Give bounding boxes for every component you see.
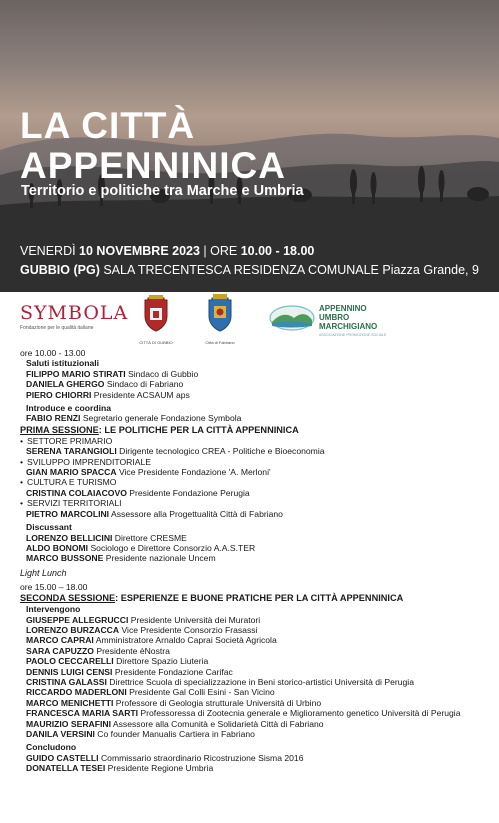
time-value: 10.00 - 18.00 [240, 244, 315, 258]
symbola-tagline: Fondazione per le qualità italiane [20, 325, 94, 331]
speaker-role: Presidente Fondazione Perugia [126, 487, 250, 498]
speaker-name: DENNIS LUIGI CENSI [26, 666, 113, 677]
date-prefix: VENERDÌ [20, 244, 80, 258]
appennino-line-2: UMBRO [319, 313, 350, 322]
speaker-name: MAURIZIO SERAFINI [26, 718, 111, 729]
speaker-name: PIETRO MARCOLINI [26, 508, 110, 519]
sector-label: • CULTURA E TURISMO [20, 477, 490, 487]
speaker-role: Sociologo e Direttore Consorzio A.A.S.TER [88, 542, 256, 553]
gubbio-shield-icon [139, 294, 173, 334]
speaker-role: Presidente nazionale Uncem [103, 553, 216, 564]
speaker-name: CRISTINA GALASSI [26, 676, 107, 687]
speaker-role: Vice Presidente Consorzio Frasassi [119, 624, 258, 635]
sector-speaker [20, 488, 490, 498]
sector-label: • SETTORE PRIMARIO [20, 436, 490, 446]
greeting-item [20, 379, 490, 389]
title-line-1: LA CITTÀ [20, 105, 196, 146]
speaker-item [20, 667, 490, 677]
speaker-name: GUIDO CASTELLI [26, 752, 99, 763]
speaker-name: LORENZO BELLICINI [26, 532, 113, 543]
speaker-name: CRISTINA COLAIACOVO [26, 487, 127, 498]
speaker-item [20, 729, 490, 739]
speaker-name: DANIELA GHERGO [26, 379, 105, 390]
sector-speaker [20, 446, 490, 456]
speaker-role: Sindaco di Gubbio [125, 368, 199, 379]
speaker-role: Presidente Fondazione Carifac [112, 666, 233, 677]
speaker-item [20, 656, 490, 666]
afternoon-time: ore 15.00 – 18.00 [20, 581, 88, 592]
event-date [20, 244, 314, 258]
greeting-item [20, 390, 490, 400]
venue-address: SALA TRECENTESCA RESIDENZA COMUNALE Piazza Grande, 9 [103, 263, 479, 277]
closing-heading: Concludono [26, 742, 77, 753]
speaker-role: Co founder Manualis Cartiera in Fabriano [94, 729, 255, 739]
speaker-name: SERENA TARANGIOLI [26, 446, 117, 457]
speaker-name: FABIO RENZI [26, 413, 81, 424]
gubbio-caption: CITTÀ DI GUBBIO [139, 340, 173, 345]
appennino-logo [269, 304, 387, 337]
discussant-item [20, 553, 490, 563]
symbola-logo [20, 302, 128, 331]
appennino-line-1: APPENNINO [319, 304, 367, 313]
speaker-role: Professore di Geologia strutturale Università di Urbino [113, 697, 322, 708]
event-program [20, 348, 490, 774]
closing-item [20, 753, 490, 763]
lunch-break: Light Lunch [20, 567, 67, 578]
speaker-name: DONATELLA TESEI [26, 763, 106, 774]
speaker-name: FILIPPO MARIO STIRATI [26, 368, 126, 379]
event-venue [20, 263, 479, 277]
speaker-role: Vice Presidente Fondazione 'A. Merloni' [116, 467, 271, 478]
discussant-item [20, 543, 490, 553]
sector-speaker [20, 467, 490, 477]
speakers-heading: Intervengono [26, 604, 81, 615]
speaker-role: Sindaco di Fabriano [104, 379, 184, 390]
greeting-item [20, 369, 490, 379]
fabriano-crest [203, 294, 237, 345]
morning-time: ore 10.00 - 13.00 [20, 348, 86, 358]
speaker-role: Presidente ACSAUM aps [91, 389, 190, 400]
closing-item [20, 763, 490, 773]
hero-banner [0, 0, 499, 292]
date-value: 10 NOVEMBRE 2023 [79, 244, 200, 258]
speaker-item [20, 635, 490, 645]
speaker-name: MARCO BUSSONE [26, 553, 104, 564]
speaker-name: GIAN MARIO SPACCA [26, 467, 117, 478]
appennino-mountain-icon [269, 304, 315, 332]
speaker-role: Direttore CRESME [112, 532, 187, 543]
session-1-heading [20, 424, 490, 436]
sector-label: • SVILUPPO IMPRENDITORIALE [20, 457, 490, 467]
speaker-role: Presidente Regione Umbria [105, 763, 214, 774]
session-2-label: SECONDA SESSIONE [20, 593, 116, 604]
session-1-title: : LE POLITICHE PER LA CITTÀ APPENNINICA [98, 424, 299, 435]
greetings-heading: Saluti istituzionali [26, 358, 100, 369]
speaker-role: Presidente èNostra [93, 645, 170, 656]
speaker-item [20, 698, 490, 708]
speaker-name: PIERO CHIORRI [26, 389, 92, 400]
speaker-role: Assessore alla Comunità e Solidarietà Città di Fabriano [110, 718, 324, 729]
intro-item [20, 413, 490, 423]
appennino-tagline: ASSOCIAZIONE PROMOZIONE SOCIALE [319, 333, 387, 337]
fabriano-caption: Città di Fabriano [205, 340, 235, 345]
speaker-name: RICCARDO MADERLONI [26, 687, 127, 698]
event-subtitle: Territorio e politiche tra Marche e Umbria [21, 183, 304, 199]
appennino-wordmark [319, 304, 386, 340]
session-2-heading [20, 592, 490, 604]
speaker-role: Dirigente tecnologico CREA - Politiche e Bioeconomia [116, 446, 325, 457]
speaker-role: Presidente Università dei Muratori [128, 614, 261, 625]
speaker-role: Direttore Spazio Liuteria [113, 656, 209, 667]
sector-label: • SERVIZI TERRITORIALI [20, 498, 490, 508]
speaker-item [20, 687, 490, 697]
speaker-item [20, 708, 490, 718]
speaker-name: PAOLO CECCARELLI [26, 656, 114, 667]
speaker-role: Commissario straordinario Ricostruzione Sisma 2016 [98, 752, 304, 763]
partner-logos [0, 292, 499, 344]
session-2-title: : ESPERIENZE E BUONE PRATICHE PER LA CITTÀ APPENNINICA [115, 593, 404, 604]
speaker-name: DANILA VERSINI [26, 729, 95, 739]
speaker-item [20, 615, 490, 625]
speaker-name: MARCO CAPRAI [26, 635, 94, 646]
speaker-role: Direttrice Scuola di specializzazione in Beni storico-artistici Università di Perugia [106, 676, 414, 687]
speaker-name: FRANCESCA MARIA SARTI [26, 708, 139, 719]
venue-city: GUBBIO (PG) [20, 263, 104, 277]
event-title [20, 106, 286, 186]
gubbio-crest [139, 294, 173, 345]
speaker-name: ALDO BONOMI [26, 542, 89, 553]
speaker-name: LORENZO BURZACCA [26, 624, 120, 635]
fabriano-shield-icon [203, 294, 237, 334]
speaker-role: Assessore alla Progettualità Città di Fabriano [109, 508, 283, 519]
speaker-role: Segretario generale Fondazione Symbola [80, 413, 242, 424]
speaker-item [20, 646, 490, 656]
speaker-role: Presidente Gal Colli Esini - San Vicino [126, 687, 275, 698]
discussants-heading: Discussant [26, 522, 72, 533]
speaker-item [20, 625, 490, 635]
speaker-role: Amministratore Arnaldo Caprai Società Agricola [93, 635, 277, 646]
appennino-line-3: MARCHIGIANO [319, 322, 378, 331]
speaker-name: GIUSEPPE ALLEGRUCCI [26, 614, 129, 625]
date-separator: | ORE [199, 244, 241, 258]
title-line-2: APPENNINICA [20, 145, 286, 186]
speaker-item [20, 677, 490, 687]
session-1-label: PRIMA SESSIONE [20, 424, 99, 435]
speaker-name: SARA CAPUZZO [26, 645, 94, 656]
sector-speaker [20, 509, 490, 519]
symbola-wordmark: SYMBOLA [20, 302, 129, 324]
speaker-role: Professoressa di Zootecnia generale e Miglioramento genetico Università di Perugia [138, 708, 461, 719]
intro-heading: Introduce e coordina [26, 403, 111, 414]
speaker-name: MARCO MENICHETTI [26, 697, 114, 708]
speaker-item [20, 719, 490, 729]
discussant-item [20, 533, 490, 543]
